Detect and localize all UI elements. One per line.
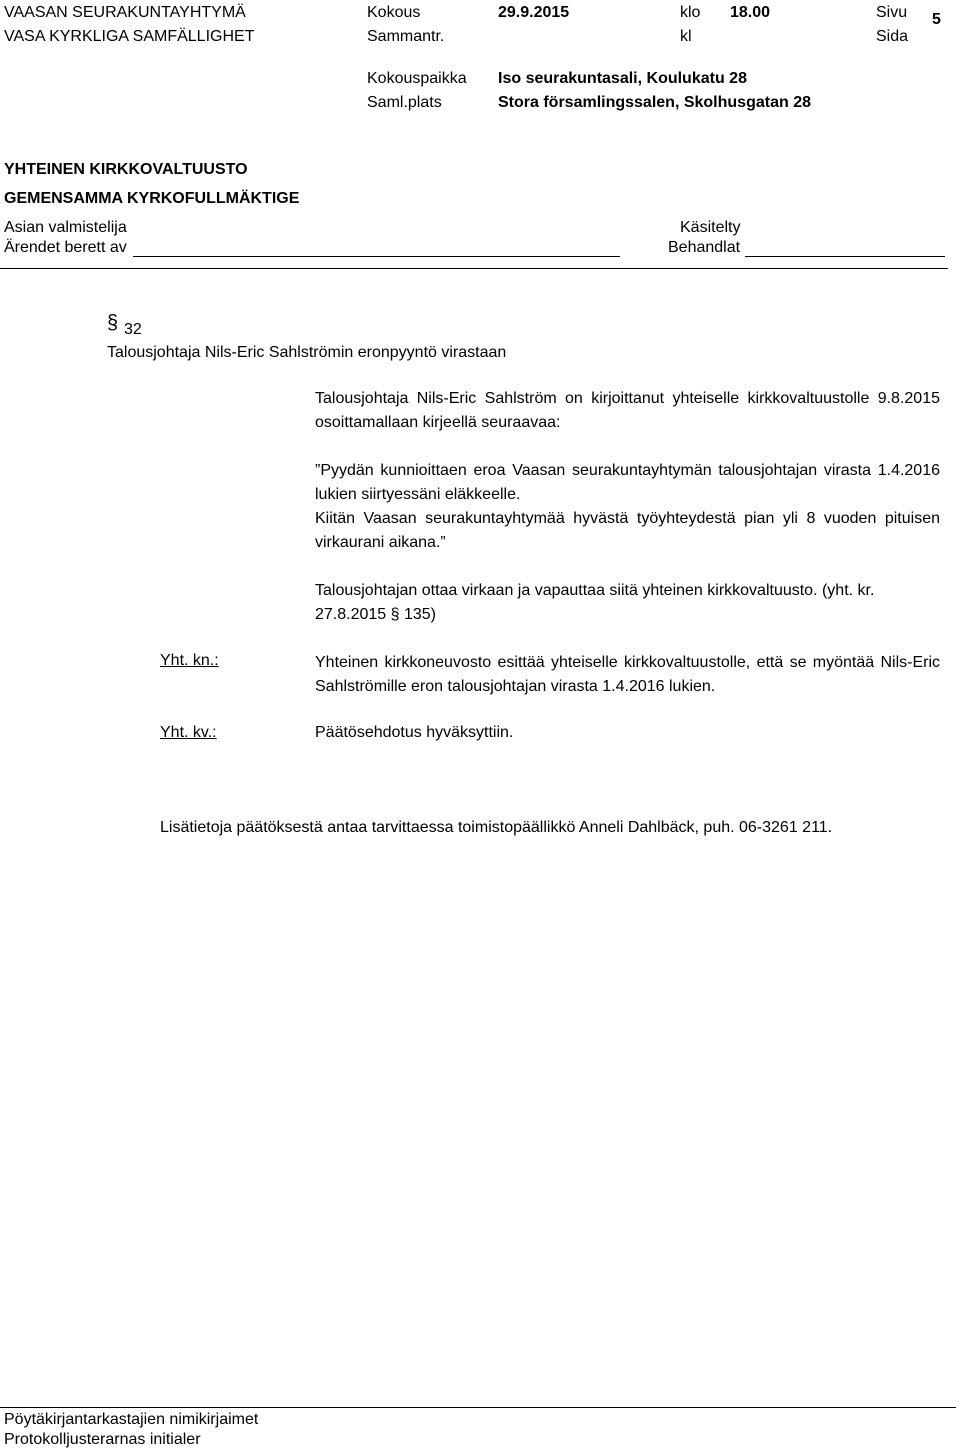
footer-divider: [0, 1407, 956, 1408]
footer-line-sv: Protokolljusterarnas initialer: [4, 1431, 201, 1448]
decision-background-paragraph: Talousjohtajan ottaa virkaan ja vapauttaa siitä yhteinen kirkkovaltuusto. (yht. kr. 27.8.2015 § 135): [315, 582, 875, 623]
time-label-sv: kl: [680, 28, 692, 45]
board-proposal: Yhteinen kirkkoneuvosto esittää yhteiselle kirkkovaltuustolle, että se myöntää Nils-Eric Sahlströmille eron talousjohtajan virasta 1.4.2016 lukien.: [315, 654, 940, 695]
page-label-fi: Sivu: [876, 4, 908, 21]
handled-label-sv: Behandlat: [668, 239, 741, 256]
header-divider: [0, 268, 948, 269]
body-name-fi: YHTEINEN KIRKKOVALTUUSTO: [4, 161, 248, 178]
board-label: Yht. kn.:: [160, 652, 219, 669]
meeting-label-fi: Kokous: [367, 4, 421, 21]
preparer-label-sv: Ärendet berett av: [4, 239, 127, 256]
intro-paragraph: Talousjohtaja Nils-Eric Sahlström on kirjoittanut yhteiselle kirkkovaltuustolle 9.8.2015 osoittamallaan kirjeellä seuraavaa:: [315, 390, 940, 431]
further-info: Lisätietoja päätöksestä antaa tarvittaessa toimistopäällikkö Anneli Dahlbäck, puh. 06-3261 211.: [160, 819, 833, 836]
page-number: 5: [932, 11, 941, 28]
org-name-fi: VAASAN SEURAKUNTAYHTYMÄ: [4, 4, 246, 21]
meeting-date: 29.9.2015: [498, 4, 570, 21]
footer-line-fi: Pöytäkirjantarkastajien nimikirjaimet: [4, 1411, 259, 1428]
place-label-fi: Kokouspaikka: [367, 70, 467, 87]
place-sv: Stora församlingssalen, Skolhusgatan 28: [498, 94, 811, 111]
place-label-sv: Saml.plats: [367, 94, 442, 111]
quote-paragraph-2: Kiitän Vaasan seurakuntayhtymää hyvästä työyhteydestä pian yli 8 vuoden pituisen virkaurani aikana.”: [315, 510, 940, 551]
body-name-sv: GEMENSAMMA KYRKOFULLMÄKTIGE: [4, 190, 300, 207]
section-title: Talousjohtaja Nils-Eric Sahlströmin eronpyyntö virastaan: [107, 344, 507, 361]
org-name-sv: VASA KYRKLIGA SAMFÄLLIGHET: [4, 28, 255, 45]
time-label-fi: klo: [680, 4, 701, 21]
meeting-label-sv: Sammantr.: [367, 28, 445, 45]
handled-label-fi: Käsitelty: [680, 219, 741, 236]
page-label-sv: Sida: [876, 28, 909, 45]
section-symbol: §: [107, 312, 119, 334]
council-label: Yht. kv.:: [160, 724, 217, 741]
council-decision: Päätösehdotus hyväksyttiin.: [315, 724, 514, 741]
meeting-time: 18.00: [730, 4, 771, 21]
section-number: 32: [124, 321, 142, 338]
handled-signature-line: [745, 256, 945, 257]
preparer-signature-line: [133, 256, 620, 257]
quote-paragraph-1: ”Pyydän kunnioittaen eroa Vaasan seurakuntayhtymän talousjohtajan virasta 1.4.2016 lukien siirtyessäni eläkkeelle.: [315, 462, 940, 503]
place-fi: Iso seurakuntasali, Koulukatu 28: [498, 70, 747, 87]
preparer-label-fi: Asian valmistelija: [4, 219, 127, 236]
